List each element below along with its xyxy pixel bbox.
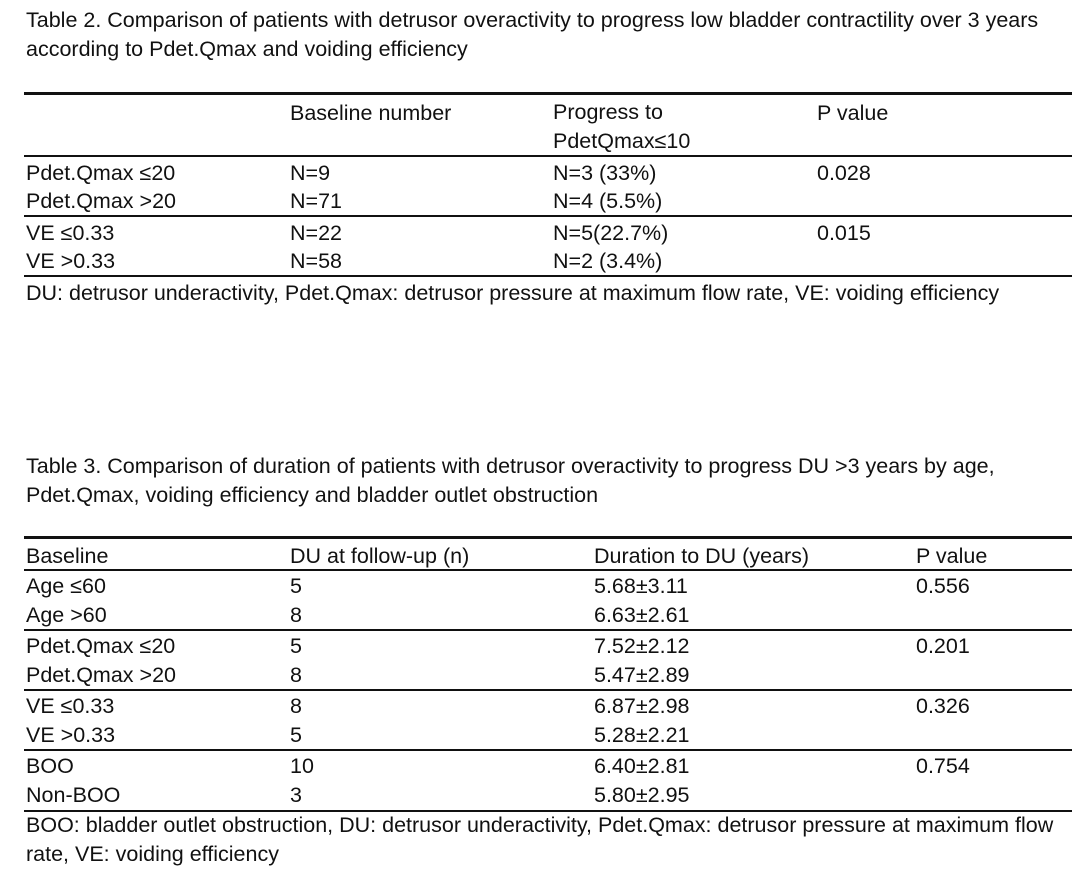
- table2-group-rule: [24, 215, 1072, 217]
- table3-cell-duration: 5.47±2.89: [594, 663, 690, 687]
- table2-header-rule: [24, 155, 1072, 157]
- table2-cell-progress: N=4 (5.5%): [553, 189, 663, 213]
- table3-top-rule: [24, 536, 1072, 539]
- table3-cell-duration: 6.40±2.81: [594, 754, 690, 778]
- table3-caption: Table 3. Comparison of duration of patients with detrusor overactivity to progress DU >3 years by age, Pdet.Qmax, voiding efficiency and bladder outlet obstruction: [26, 454, 995, 507]
- table2-header-progress: Progress to PdetQmax≤10: [553, 100, 691, 153]
- table2-cell-group: VE >0.33: [26, 249, 116, 273]
- table2-cell-baseline: N=9: [290, 161, 331, 185]
- table-row: [0, 600, 1080, 630]
- table3-cell-group: Pdet.Qmax ≤20: [26, 634, 176, 658]
- table-row: [0, 571, 1080, 601]
- table3-cell-group: VE ≤0.33: [26, 694, 115, 718]
- table3-header-p-value: P value: [916, 544, 988, 568]
- table3-header-duration: Duration to DU (years): [594, 544, 810, 568]
- table3-cell-p-value: 0.201: [916, 634, 970, 658]
- table-row: [0, 186, 1080, 216]
- table2-top-rule: [24, 92, 1072, 95]
- table3-cell-du-count: 10: [290, 754, 314, 778]
- table-row: [0, 780, 1080, 810]
- table2-cell-group: Pdet.Qmax >20: [26, 189, 176, 213]
- table2-cell-p-value: 0.015: [817, 221, 871, 245]
- table3-cell-group: Non-BOO: [26, 783, 121, 807]
- table3-header-row: [0, 541, 1080, 571]
- table3-cell-duration: 7.52±2.12: [594, 634, 690, 658]
- table3-cell-du-count: 5: [290, 634, 302, 658]
- table3-cell-duration: 6.87±2.98: [594, 694, 690, 718]
- table2-header-baseline-number: Baseline number: [290, 101, 452, 125]
- table3-cell-group: Age ≤60: [26, 574, 106, 598]
- table2-bottom-rule: [24, 275, 1072, 277]
- table2-footnote: DU: detrusor underactivity, Pdet.Qmax: detrusor pressure at maximum flow rate, VE: voiding efficiency: [26, 281, 1000, 305]
- table-row: [0, 246, 1080, 276]
- table-row: [0, 720, 1080, 750]
- table3-cell-group: VE >0.33: [26, 723, 116, 747]
- table3-cell-du-count: 8: [290, 694, 302, 718]
- table-row: [0, 158, 1080, 188]
- table2-cell-group: Pdet.Qmax ≤20: [26, 161, 176, 185]
- table3-footnote: BOO: bladder outlet obstruction, DU: detrusor underactivity, Pdet.Qmax: detrusor pressure at maximum flow rate, VE: voiding efficiency: [26, 813, 1054, 866]
- table3-cell-duration: 6.63±2.61: [594, 603, 690, 627]
- table2-cell-baseline: N=58: [290, 249, 342, 273]
- table2-cell-group: VE ≤0.33: [26, 221, 115, 245]
- table-row: [0, 631, 1080, 661]
- table-row: [0, 751, 1080, 781]
- table3-cell-duration: 5.80±2.95: [594, 783, 690, 807]
- table2-cell-progress: N=2 (3.4%): [553, 249, 663, 273]
- table3-cell-group: Pdet.Qmax >20: [26, 663, 176, 687]
- table3-cell-du-count: 3: [290, 783, 302, 807]
- table-row: [0, 691, 1080, 721]
- table2-header-p-value: P value: [817, 101, 889, 125]
- table3-cell-du-count: 5: [290, 723, 302, 747]
- table2-cell-baseline: N=22: [290, 221, 342, 245]
- table3-cell-duration: 5.68±3.11: [594, 574, 688, 598]
- table2-cell-progress: N=3 (33%): [553, 161, 657, 185]
- table2-cell-baseline: N=71: [290, 189, 342, 213]
- table3-cell-p-value: 0.754: [916, 754, 970, 778]
- table2-cell-p-value: 0.028: [817, 161, 871, 185]
- table3-cell-du-count: 8: [290, 663, 302, 687]
- table3-header-du-follow-up: DU at follow-up (n): [290, 544, 470, 568]
- table3-cell-group: BOO: [26, 754, 74, 778]
- table3-cell-du-count: 8: [290, 603, 302, 627]
- table2-cell-progress: N=5(22.7%): [553, 221, 669, 245]
- table3-cell-du-count: 5: [290, 574, 302, 598]
- table-row: [0, 660, 1080, 690]
- table3-cell-p-value: 0.556: [916, 574, 970, 598]
- table3-cell-group: Age >60: [26, 603, 107, 627]
- table3-header-baseline: Baseline: [26, 544, 109, 568]
- table3-cell-p-value: 0.326: [916, 694, 970, 718]
- table3-cell-duration: 5.28±2.21: [594, 723, 690, 747]
- table-row: [0, 218, 1080, 248]
- table2-caption: Table 2. Comparison of patients with detrusor overactivity to progress low bladder contractility over 3 years according to Pdet.Qmax and voiding efficiency: [26, 8, 1039, 61]
